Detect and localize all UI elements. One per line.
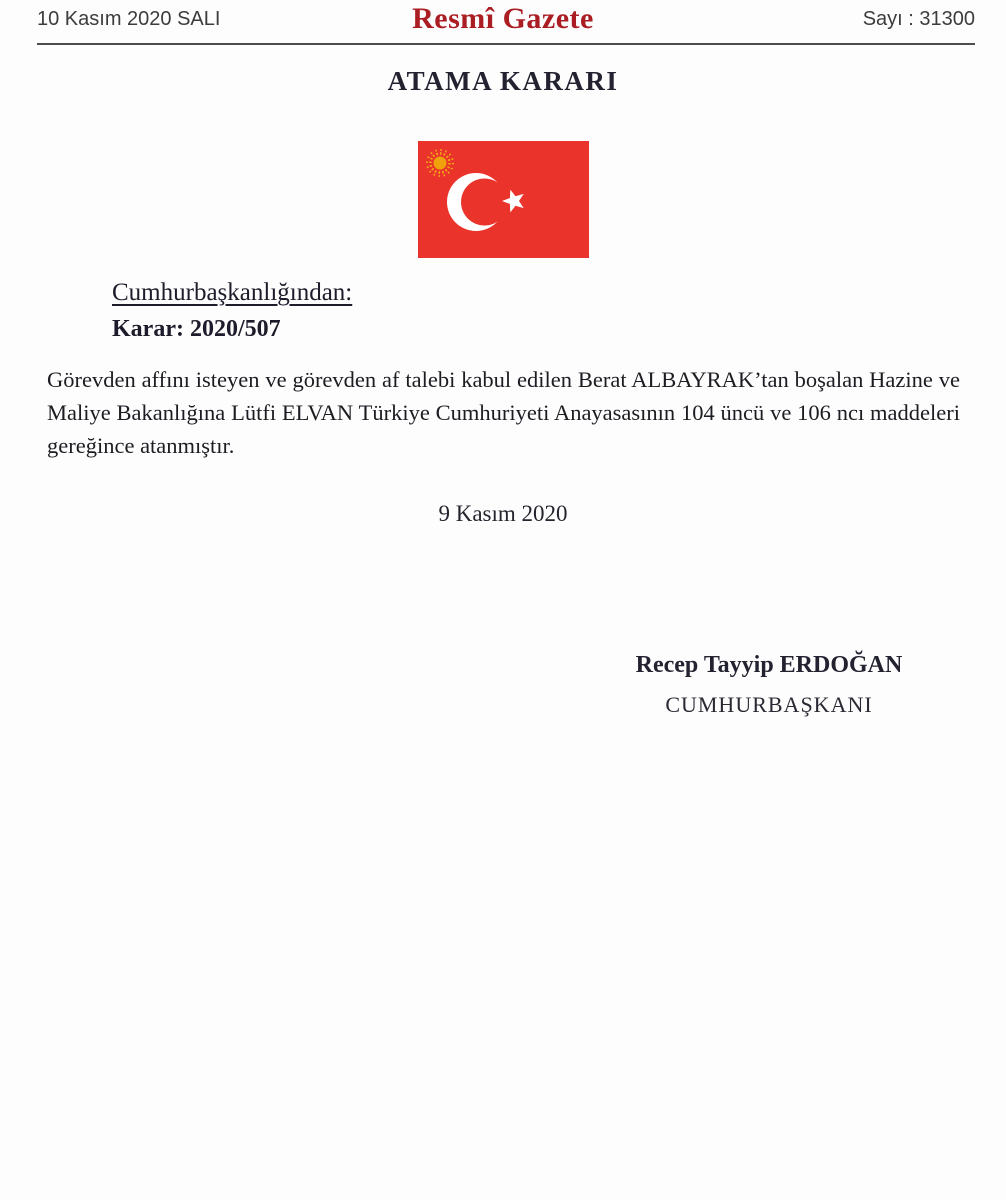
decision-number: Karar: 2020/507 [112,316,281,342]
signature-block [614,652,924,718]
signatory-title: CUMHURBAŞKANI [665,692,873,717]
turkish-flag-svg [418,141,589,258]
masthead-title: Resmî Gazete [412,2,594,35]
masthead-date: 10 Kasım 2020 SALI [37,8,221,30]
crescent-inner [461,179,508,226]
masthead-divider [37,43,975,45]
turkish-flag-icon [418,141,589,258]
signatory-name: Recep Tayyip ERDOĞAN [635,652,903,678]
decision-date: 9 Kasım 2020 [438,501,568,526]
masthead-issue-number: Sayı : 31300 [862,8,975,30]
issuing-authority: Cumhurbaşkanlığından: [112,279,353,306]
decision-body-text: Görevden affını isteyen ve görevden af talebi kabul edilen Berat ALBAYRAK’tan boşalan Hazine ve Maliye Bakanlığına Lütfi ELVAN Türkiye Cumhuriyeti Anayasasının 104 üncü ve 106 ncı maddeleri gereğince atanmıştır. [47,367,960,458]
document-heading: ATAMA KARARI [387,66,619,96]
